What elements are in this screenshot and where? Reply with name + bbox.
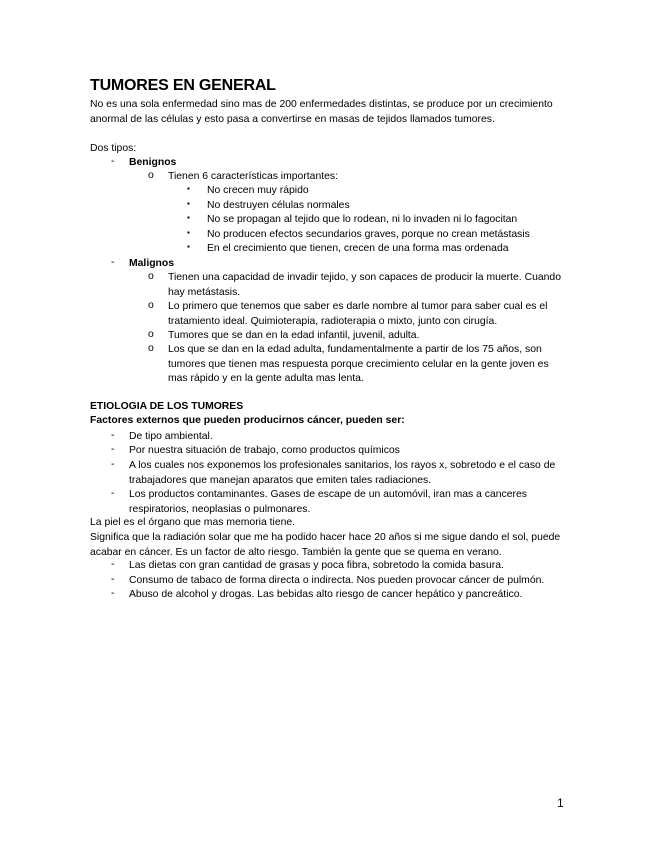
circle-bullet: o: [148, 343, 154, 354]
solar-paragraph: Significa que la radiación solar que me ha podido hacer hace 20 años si me sigue dando el sol, puede acabar en cáncer. Es un factor de alto riesgo. También la gente que se quema en verano.: [90, 532, 561, 558]
benignos-item: No producen efectos secundarios graves, porque no crean metástasis: [207, 229, 530, 240]
dash-bullet: -: [111, 257, 115, 268]
dash-bullet: -: [111, 488, 115, 499]
dash-bullet: -: [111, 430, 115, 441]
benignos-item: En el crecimiento que tienen, crecen de una forma mas ordenada: [207, 243, 509, 254]
piel-paragraph: La piel es el órgano que mas memoria tiene.: [90, 517, 296, 528]
dash-bullet: -: [111, 459, 115, 470]
malignos-label: Malignos: [129, 258, 175, 269]
circle-bullet: o: [148, 329, 154, 340]
square-bullet: ▪: [187, 199, 190, 208]
malignos-item: Tumores que se dan en la edad infantil, juvenil, adulta.: [168, 330, 420, 341]
etiologia-subtitle: Factores externos que pueden producirnos cáncer, pueden ser:: [90, 415, 405, 426]
square-bullet: ▪: [187, 213, 190, 222]
etiologia-item: Las dietas con gran cantidad de grasas y poca fibra, sobretodo la comida basura.: [129, 560, 504, 571]
benignos-item: No crecen muy rápido: [207, 185, 309, 196]
circle-bullet: o: [148, 271, 154, 282]
etiologia-item: A los cuales nos exponemos los profesionales sanitarios, los rayos x, sobretodo e el caso de trabajadores que manejan aparatos que emiten tales radiaciones.: [129, 460, 556, 486]
benignos-sub: Tienen 6 características importantes:: [168, 171, 338, 182]
dos-tipos-label: Dos tipos:: [90, 143, 137, 154]
dash-bullet: -: [111, 588, 115, 599]
page-title: TUMORES EN GENERAL: [90, 77, 276, 94]
etiologia-item: Abuso de alcohol y drogas. Las bebidas alto riesgo de cancer hepático y pancreático.: [129, 589, 523, 600]
circle-bullet: o: [148, 300, 154, 311]
circle-bullet: o: [148, 170, 154, 181]
square-bullet: ▪: [187, 242, 190, 251]
benignos-item: No destruyen células normales: [207, 200, 350, 211]
square-bullet: ▪: [187, 228, 190, 237]
intro-paragraph: No es una sola enfermedad sino mas de 200 enfermedades distintas, se produce por un crecimiento anormal de las células y esto pasa a convertirse en masas de tejidos llamados tumores.: [90, 99, 553, 125]
malignos-item: Los que se dan en la edad adulta, fundamentalmente a partir de los 75 años, son tumores que tienen mas respuesta porque crecimiento celular en la gente joven es mas rápido y en la gente adulta mas lenta.: [168, 344, 549, 385]
etiologia-item: De tipo ambiental.: [129, 431, 213, 442]
etiologia-item: Por nuestra situación de trabajo, como productos químicos: [129, 445, 400, 456]
dash-bullet: -: [111, 559, 115, 570]
etiologia-title: ETIOLOGIA DE LOS TUMORES: [90, 401, 244, 412]
benignos-label: Benignos: [129, 157, 177, 168]
dash-bullet: -: [111, 156, 115, 167]
page-number: 1: [557, 796, 564, 810]
malignos-item: Lo primero que tenemos que saber es darle nombre al tumor para saber cual es el tratamiento ideal. Quimioterapia, radioterapia o mixto, junto con cirugía.: [168, 301, 548, 327]
etiologia-item: Consumo de tabaco de forma directa o indirecta. Nos pueden provocar cáncer de pulmón.: [129, 575, 545, 586]
dash-bullet: -: [111, 444, 115, 455]
benignos-item: No se propagan al tejido que lo rodean, ni lo invaden ni lo fagocitan: [207, 214, 518, 225]
etiologia-item: Los productos contaminantes. Gases de escape de un automóvil, iran mas a canceres respiratorios, neoplasias o pulmonares.: [129, 489, 527, 515]
dash-bullet: -: [111, 574, 115, 585]
square-bullet: ▪: [187, 184, 190, 193]
malignos-item: Tienen una capacidad de invadir tejido, y son capaces de producir la muerte. Cuando hay metástasis.: [168, 272, 561, 298]
